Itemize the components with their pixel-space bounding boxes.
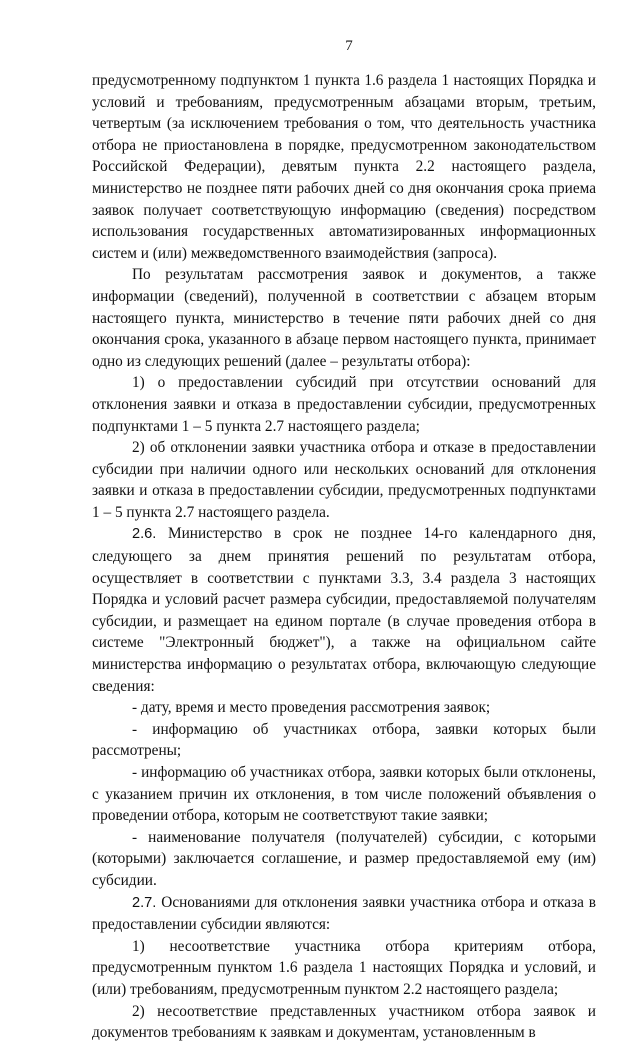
section-number-2-7: 2.7. — [132, 894, 157, 911]
bullet-reviewed-participants: - информацию об участниках отбора, заявки которых были рассмотрены; — [92, 720, 596, 760]
section-2-7-text: Основаниями для отклонения заявки участника отбора и отказа в предоставлении субсидии являются: — [92, 893, 597, 934]
paragraph-section-2-6 — [92, 523, 596, 697]
paragraph-ground-2: 2) несоответствие представленных участником отбора заявок и документов требованиям к заявкам и документам, установленным в — [92, 1002, 596, 1042]
paragraph-decision-2: 2) об отклонении заявки участника отбора и отказе в предоставлении субсидии при наличии одного или нескольких оснований для отклонения заявки и отказа в предоставлении субсидии, предусмотренных подпунктами 1 – 5 пункта 2.7 настоящего раздела. — [92, 439, 596, 521]
paragraph-review-results: По результатам рассмотрения заявок и документов, а также информации (сведений), полученной в соответствии с абзацем вторым настоящего пункта, министерство в течение пяти рабочих дней со дня окончания срока, указанного в абзаце первом настоящего пункта, принимает одно из следующих решений (далее – результаты отбора): — [92, 266, 596, 370]
page-number: 7 — [345, 38, 353, 54]
bullet-date-time-place: - дату, время и место проведения рассмотрения заявок; — [132, 699, 491, 717]
paragraph-continuation: предусмотренному подпунктом 1 пункта 1.6 раздела 1 настоящих Порядка и условий и требованиям, предусмотренным абзацами вторым, третьим, четвертым (за исключением требования о том, что деятельность участника отбора не приостановлена в порядке, предусмотренном законодательством Российской Федерации), девятым пункта 2.2 настоящего раздела, министерство не позднее пяти рабочих дней со дня окончания срока приема заявок получает соответствующую информацию (сведения) посредством использования государственных автоматизированных информационных систем и (или) межведомственного взаимодействия (запроса). — [92, 72, 596, 262]
paragraph-ground-1: 1) несоответствие участника отбора критериям отбора, предусмотренным пунктом 1.6 раздела 1 настоящих Порядка и условий, и (или) требованиям, предусмотренным пунктом 2.2 настоящего раздела; — [92, 937, 596, 998]
section-2-6-text: Министерство в срок не позднее 14-го календарного дня, следующего за днем принятия решений по результатам отбора, осуществляет в соответствии с пунктами 3.3, 3.4 раздела 3 настоящих Порядка и условий расчет размера субсидии, предоставляемой получателям субсидии, и размещает на едином портале (в случае проведения отбора в системе "Электронный бюджет"), а также на официальном сайте министерства информацию о результатах отбора, включающую следующие сведения: — [92, 525, 596, 695]
section-number-2-6: 2.6. — [132, 526, 157, 543]
paragraph-section-2-7 — [92, 892, 596, 936]
bullet-recipient-name: - наименование получателя (получателей) субсидии, с которыми (которыми) заключается соглашение, и размер предоставляемой ему (им) субсидии. — [92, 828, 596, 889]
paragraph-decision-1: 1) о предоставлении субсидий при отсутствии оснований для отклонения заявки и отказа в предоставлении субсидии, предусмотренных подпунктами 1 – 5 пункта 2.7 настоящего раздела; — [92, 374, 596, 435]
bullet-rejected-participants: - информацию об участниках отбора, заявки которых были отклонены, с указанием причин их отклонения, в том числе положений объявления о проведении отбора, которым не соответствуют такие заявки; — [92, 764, 596, 825]
